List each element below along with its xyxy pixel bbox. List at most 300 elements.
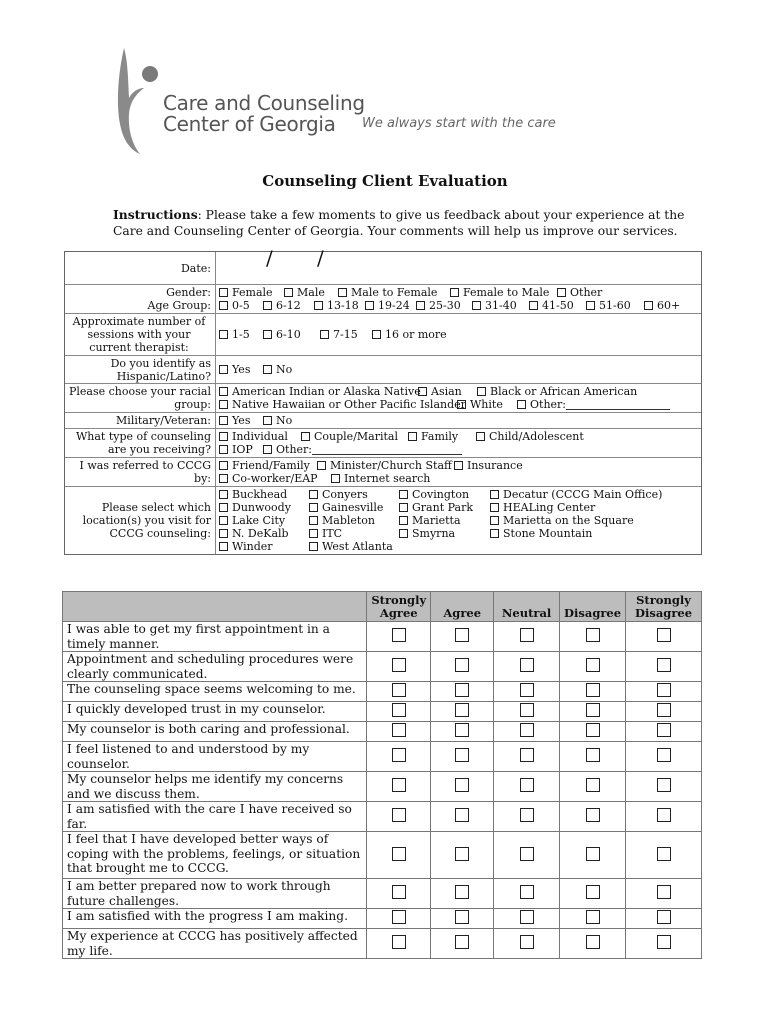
instructions-label: Instructions	[113, 207, 198, 222]
referral-row	[65, 457, 701, 486]
military-row	[65, 412, 701, 428]
referral-option[interactable]: Minister/Church Staff	[317, 459, 454, 472]
rating-checkbox[interactable]	[520, 658, 534, 672]
org-name-line1: Care and Counseling	[163, 91, 365, 115]
rating-cell	[626, 772, 702, 802]
table-row	[63, 682, 702, 702]
table-row	[63, 652, 702, 682]
table-row	[63, 742, 702, 772]
age-option[interactable]: 31-40	[472, 299, 529, 312]
question-text: I am satisfied with the progress I am making.	[63, 909, 367, 929]
table-row	[63, 722, 702, 742]
table-row	[63, 879, 702, 909]
type-option[interactable]: IOP	[219, 443, 263, 456]
rating-checkbox[interactable]	[455, 683, 469, 697]
checkbox-icon	[317, 461, 326, 470]
referral-option[interactable]: Friend/Family	[219, 459, 317, 472]
instructions-line1: : Please take a few moments to give us feedback about your experience at the	[197, 208, 685, 222]
rating-checkbox[interactable]	[586, 910, 600, 924]
gender-age-row	[65, 284, 701, 313]
type-other-input[interactable]	[312, 444, 462, 455]
rating-cell	[431, 702, 494, 722]
referral-label: I was referred to CCCG by:	[65, 458, 216, 486]
checkbox-icon	[338, 288, 347, 297]
logo-figure-icon	[110, 44, 170, 160]
question-text: I feel that I have developed better ways of coping with the problems, feelings, or situation that brought me to CCCG.	[63, 832, 367, 879]
rating-cell	[494, 929, 560, 959]
race-options-line1	[219, 385, 698, 398]
table-row	[63, 802, 702, 832]
date-sep-1: /	[266, 246, 273, 270]
rating-cell	[560, 622, 626, 652]
checkbox-icon	[399, 503, 408, 512]
checkbox-icon	[263, 330, 272, 339]
hispanic-options	[219, 363, 292, 376]
checkbox-icon	[219, 516, 228, 525]
rating-checkbox[interactable]	[520, 703, 534, 717]
checkbox-icon	[219, 490, 228, 499]
rating-cell	[626, 722, 702, 742]
rating-cell	[494, 909, 560, 929]
military-option[interactable]: No	[263, 414, 292, 427]
rating-cell	[560, 802, 626, 832]
rating-cell	[367, 622, 431, 652]
location-option[interactable]: N. DeKalb	[219, 527, 309, 540]
rating-cell	[431, 722, 494, 742]
rating-checkbox[interactable]	[392, 723, 406, 737]
rating-cell	[367, 772, 431, 802]
checkbox-icon	[301, 432, 310, 441]
checkbox-icon	[529, 301, 538, 310]
rating-cell	[626, 682, 702, 702]
type-option[interactable]: Family	[408, 430, 476, 443]
rating-checkbox[interactable]	[392, 885, 406, 899]
checkbox-icon	[263, 301, 272, 310]
rating-cell	[367, 802, 431, 832]
table-row	[63, 929, 702, 959]
military-options	[219, 414, 698, 427]
rating-checkbox[interactable]	[520, 935, 534, 949]
rating-cell	[560, 832, 626, 879]
question-text: I am satisfied with the care I have received so far.	[63, 802, 367, 832]
referral-options-line1	[219, 459, 698, 472]
location-option[interactable]: Gainesville	[309, 501, 399, 514]
location-option[interactable]: HEALing Center	[490, 501, 595, 514]
checkbox-icon	[219, 330, 228, 339]
rating-checkbox[interactable]	[586, 703, 600, 717]
rating-checkbox[interactable]	[586, 683, 600, 697]
hispanic-option[interactable]: No	[263, 363, 292, 376]
checkbox-icon	[372, 330, 381, 339]
sessions-options	[219, 328, 447, 341]
race-row	[65, 383, 701, 412]
rating-checkbox[interactable]	[520, 778, 534, 792]
sessions-option[interactable]: 1-5	[219, 328, 263, 341]
instructions-line2: Care and Counseling Center of Georgia. Your comments will help us improve our services.	[113, 224, 678, 238]
checkbox-icon	[557, 288, 566, 297]
checkbox-icon	[219, 288, 228, 297]
rating-checkbox[interactable]	[657, 847, 671, 861]
rating-cell	[560, 772, 626, 802]
rating-checkbox[interactable]	[455, 935, 469, 949]
checkbox-icon	[457, 400, 466, 409]
referral-option[interactable]: Insurance	[454, 459, 523, 472]
question-text: I am better prepared now to work through future challenges.	[63, 879, 367, 909]
column-header: Strongly Disagree	[626, 592, 702, 622]
rating-checkbox[interactable]	[455, 778, 469, 792]
checkbox-icon	[219, 474, 228, 483]
rating-table	[62, 591, 702, 959]
location-option[interactable]: Covington	[399, 488, 490, 501]
race-option[interactable]: Black or African American	[477, 385, 637, 398]
rating-cell	[626, 802, 702, 832]
instructions	[113, 207, 713, 239]
military-option[interactable]: Yes	[219, 414, 263, 427]
checkbox-icon	[219, 365, 228, 374]
rating-cell	[626, 832, 702, 879]
location-option[interactable]: Marietta	[399, 514, 490, 527]
location-row	[65, 486, 701, 554]
client-info-table	[64, 246, 702, 555]
rating-cell	[431, 929, 494, 959]
rating-checkbox[interactable]	[657, 703, 671, 717]
sessions-option[interactable]: 16 or more	[372, 328, 447, 341]
rating-cell	[367, 879, 431, 909]
location-option[interactable]: ITC	[309, 527, 399, 540]
referral-option[interactable]: Co-worker/EAP	[219, 472, 331, 485]
race-options-line2	[219, 398, 698, 411]
rating-checkbox[interactable]	[455, 885, 469, 899]
rating-checkbox[interactable]	[657, 628, 671, 642]
rating-checkbox[interactable]	[455, 847, 469, 861]
checkbox-icon	[309, 516, 318, 525]
race-option[interactable]: White	[457, 398, 517, 411]
checkbox-icon	[309, 503, 318, 512]
location-option[interactable]: Stone Mountain	[490, 527, 592, 540]
table-row	[63, 702, 702, 722]
location-option[interactable]: West Atlanta	[309, 540, 393, 553]
gender-option[interactable]: Male to Female	[338, 286, 450, 299]
rating-checkbox[interactable]	[455, 658, 469, 672]
rating-checkbox[interactable]	[657, 910, 671, 924]
sessions-row	[65, 313, 701, 355]
checkbox-icon	[450, 288, 459, 297]
age-label: Age Group:	[147, 299, 211, 312]
rating-checkbox[interactable]	[392, 703, 406, 717]
rating-checkbox[interactable]	[586, 847, 600, 861]
referral-options-line2	[219, 472, 698, 485]
rating-checkbox[interactable]	[392, 847, 406, 861]
location-option[interactable]: Conyers	[309, 488, 399, 501]
rating-checkbox[interactable]	[586, 723, 600, 737]
checkbox-icon	[219, 445, 228, 454]
rating-cell	[560, 702, 626, 722]
checkbox-icon	[644, 301, 653, 310]
age-options	[219, 299, 698, 312]
location-options	[216, 487, 701, 554]
rating-checkbox[interactable]	[520, 910, 534, 924]
table-row	[63, 909, 702, 929]
race-option[interactable]: Native Hawaiian or Other Pacific Islander	[219, 398, 457, 411]
gender-option[interactable]: Other	[557, 286, 602, 299]
rating-checkbox[interactable]	[586, 808, 600, 822]
checkbox-icon	[284, 288, 293, 297]
checkbox-icon	[219, 432, 228, 441]
location-option[interactable]: Grant Park	[399, 501, 490, 514]
question-header	[63, 592, 367, 622]
rating-cell	[626, 742, 702, 772]
checkbox-icon	[263, 445, 272, 454]
rating-cell	[494, 652, 560, 682]
rating-cell	[626, 879, 702, 909]
column-header: Agree	[431, 592, 494, 622]
rating-cell	[560, 682, 626, 702]
gender-option[interactable]: Male	[284, 286, 338, 299]
date-field[interactable]	[216, 246, 701, 284]
checkbox-icon	[399, 529, 408, 538]
rating-checkbox[interactable]	[586, 628, 600, 642]
gender-label: Gender:	[166, 286, 211, 299]
checkbox-icon	[416, 301, 425, 310]
rating-cell	[431, 682, 494, 702]
age-option[interactable]: 51-60	[586, 299, 644, 312]
location-option[interactable]: Lake City	[219, 514, 309, 527]
checkbox-icon	[586, 301, 595, 310]
rating-checkbox[interactable]	[392, 628, 406, 642]
rating-checkbox[interactable]	[586, 658, 600, 672]
rating-cell	[560, 652, 626, 682]
table-row	[63, 832, 702, 879]
rating-cell	[431, 832, 494, 879]
sessions-label: Approximate number of sessions with your current therapist:	[65, 314, 216, 355]
rating-checkbox[interactable]	[586, 885, 600, 899]
rating-checkbox[interactable]	[586, 778, 600, 792]
type-option[interactable]: Other:	[263, 443, 462, 456]
checkbox-icon	[309, 490, 318, 499]
checkbox-icon	[219, 301, 228, 310]
counseling-type-row	[65, 428, 701, 457]
rating-cell	[367, 909, 431, 929]
rating-checkbox[interactable]	[657, 935, 671, 949]
checkbox-icon	[219, 503, 228, 512]
rating-checkbox[interactable]	[657, 723, 671, 737]
rating-checkbox[interactable]	[392, 808, 406, 822]
rating-cell	[367, 652, 431, 682]
rating-checkbox[interactable]	[657, 778, 671, 792]
rating-cell	[431, 802, 494, 832]
rating-cell	[494, 802, 560, 832]
question-text: My counselor is both caring and professional.	[63, 722, 367, 742]
age-option[interactable]: 6-12	[263, 299, 314, 312]
rating-cell	[494, 832, 560, 879]
referral-option[interactable]: Internet search	[331, 472, 430, 485]
org-name	[163, 93, 365, 135]
rating-checkbox[interactable]	[455, 808, 469, 822]
checkbox-icon	[517, 400, 526, 409]
race-option[interactable]: Asian	[418, 385, 477, 398]
rating-cell	[494, 702, 560, 722]
rating-cell	[431, 622, 494, 652]
rating-cell	[367, 832, 431, 879]
hispanic-option[interactable]: Yes	[219, 363, 263, 376]
rating-checkbox[interactable]	[392, 910, 406, 924]
rating-checkbox[interactable]	[586, 935, 600, 949]
type-option[interactable]: Couple/Marital	[301, 430, 408, 443]
rating-cell	[626, 652, 702, 682]
rating-cell	[560, 742, 626, 772]
checkbox-icon	[219, 461, 228, 470]
rating-cell	[494, 772, 560, 802]
type-option[interactable]: Child/Adolescent	[476, 430, 584, 443]
rating-cell	[431, 772, 494, 802]
checkbox-icon	[320, 330, 329, 339]
rating-cell	[494, 682, 560, 702]
question-text: The counseling space seems welcoming to me.	[63, 682, 367, 702]
rating-checkbox[interactable]	[520, 748, 534, 762]
checkbox-icon	[399, 490, 408, 499]
age-option[interactable]: 25-30	[416, 299, 472, 312]
rating-checkbox[interactable]	[520, 885, 534, 899]
rating-checkbox[interactable]	[657, 683, 671, 697]
tagline: We always start with the care	[362, 116, 556, 131]
rating-checkbox[interactable]	[455, 748, 469, 762]
checkbox-icon	[472, 301, 481, 310]
org-name-line2: Center of Georgia	[163, 112, 336, 136]
rating-checkbox[interactable]	[455, 723, 469, 737]
rating-checkbox[interactable]	[455, 910, 469, 924]
location-option[interactable]: Mableton	[309, 514, 399, 527]
sessions-option[interactable]: 6-10	[263, 328, 320, 341]
rating-checkbox[interactable]	[657, 658, 671, 672]
rating-checkbox[interactable]	[392, 935, 406, 949]
rating-checkbox[interactable]	[657, 885, 671, 899]
race-other-input[interactable]	[566, 399, 670, 410]
checkbox-icon	[490, 516, 499, 525]
rating-header-row	[63, 592, 702, 622]
rating-checkbox[interactable]	[520, 723, 534, 737]
rating-cell	[431, 652, 494, 682]
checkbox-icon	[219, 529, 228, 538]
checkbox-icon	[490, 490, 499, 499]
rating-cell	[560, 722, 626, 742]
rating-cell	[367, 682, 431, 702]
rating-cell	[431, 742, 494, 772]
rating-checkbox[interactable]	[392, 778, 406, 792]
question-text: I feel listened to and understood by my counselor.	[63, 742, 367, 772]
date-label: Date:	[65, 252, 216, 284]
gender-options	[219, 286, 698, 299]
checkbox-icon	[219, 387, 228, 396]
location-option[interactable]: Smyrna	[399, 527, 490, 540]
hispanic-label: Do you identify as Hispanic/Latino?	[65, 356, 216, 383]
sessions-option[interactable]: 7-15	[320, 328, 372, 341]
rating-cell	[626, 622, 702, 652]
checkbox-icon	[454, 461, 463, 470]
rating-checkbox[interactable]	[392, 683, 406, 697]
rating-cell	[560, 909, 626, 929]
location-option[interactable]: Winder	[219, 540, 309, 553]
page-title: Counseling Client Evaluation	[262, 172, 508, 190]
column-header: Neutral	[494, 592, 560, 622]
checkbox-icon	[490, 529, 499, 538]
checkbox-icon	[309, 542, 318, 551]
age-option[interactable]: 19-24	[365, 299, 416, 312]
rating-cell	[626, 929, 702, 959]
rating-cell	[626, 702, 702, 722]
checkbox-icon	[477, 387, 486, 396]
column-header: Disagree	[560, 592, 626, 622]
rating-cell	[367, 722, 431, 742]
gender-option[interactable]: Female to Male	[450, 286, 557, 299]
question-text: My experience at CCCG has positively affected my life.	[63, 929, 367, 959]
date-row	[65, 246, 701, 284]
rating-cell	[494, 722, 560, 742]
rating-checkbox[interactable]	[392, 658, 406, 672]
rating-cell	[431, 909, 494, 929]
checkbox-icon	[476, 432, 485, 441]
rating-cell	[367, 929, 431, 959]
location-option[interactable]: Buckhead	[219, 488, 309, 501]
question-text: I was able to get my first appointment in a timely manner.	[63, 622, 367, 652]
race-option[interactable]: Other:	[517, 398, 670, 411]
race-option[interactable]: American Indian or Alaska Native	[219, 385, 418, 398]
rating-checkbox[interactable]	[520, 628, 534, 642]
location-option[interactable]: Decatur (CCCG Main Office)	[490, 488, 662, 501]
rating-checkbox[interactable]	[657, 748, 671, 762]
age-option[interactable]: 41-50	[529, 299, 586, 312]
checkbox-icon	[219, 400, 228, 409]
rating-checkbox[interactable]	[657, 808, 671, 822]
rating-cell	[494, 622, 560, 652]
question-text: My counselor helps me identify my concerns and we discuss them.	[63, 772, 367, 802]
column-header: Strongly Agree	[367, 592, 431, 622]
type-option[interactable]: Individual	[219, 430, 301, 443]
hispanic-row	[65, 355, 701, 383]
checkbox-icon	[314, 301, 323, 310]
rating-cell	[431, 879, 494, 909]
rating-cell	[626, 909, 702, 929]
type-options-line2	[219, 443, 698, 456]
rating-checkbox[interactable]	[392, 748, 406, 762]
checkbox-icon	[365, 301, 374, 310]
checkbox-icon	[219, 416, 228, 425]
rating-checkbox[interactable]	[520, 683, 534, 697]
location-option[interactable]: Marietta on the Square	[490, 514, 634, 527]
type-options-line1	[219, 430, 698, 443]
age-option[interactable]: 60+	[644, 299, 680, 312]
race-label: Please choose your racial group:	[65, 384, 216, 412]
table-row	[63, 772, 702, 802]
checkbox-icon	[263, 365, 272, 374]
location-option[interactable]: Dunwoody	[219, 501, 309, 514]
date-sep-2: /	[317, 246, 324, 270]
rating-checkbox[interactable]	[520, 808, 534, 822]
checkbox-icon	[219, 542, 228, 551]
table-row	[63, 622, 702, 652]
location-label: Please select which location(s) you visit for CCCG counseling:	[65, 487, 216, 554]
rating-checkbox[interactable]	[586, 748, 600, 762]
rating-checkbox[interactable]	[520, 847, 534, 861]
question-text: I quickly developed trust in my counselor.	[63, 702, 367, 722]
question-text: Appointment and scheduling procedures were clearly communicated.	[63, 652, 367, 682]
gender-option[interactable]: Female	[219, 286, 284, 299]
rating-checkbox[interactable]	[455, 703, 469, 717]
age-option[interactable]: 0-5	[219, 299, 263, 312]
rating-body	[63, 622, 702, 959]
age-option[interactable]: 13-18	[314, 299, 365, 312]
checkbox-icon	[490, 503, 499, 512]
rating-checkbox[interactable]	[455, 628, 469, 642]
